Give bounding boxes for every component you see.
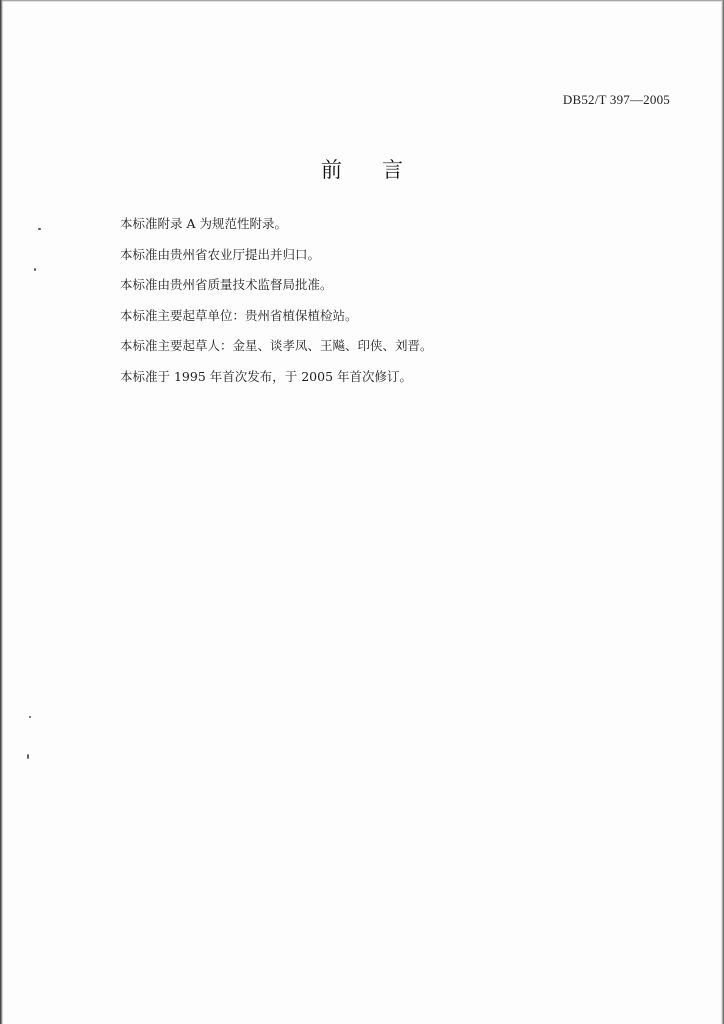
paragraph-proposer: 本标准由贵州省农业厅提出并归口。 bbox=[120, 246, 321, 262]
paragraph-drafters: 本标准主要起草人：金星、谈孝凤、王飚、印侠、刘晋。 bbox=[120, 338, 433, 354]
paragraph-approver: 本标准由贵州省质量技术监督局批准。 bbox=[120, 277, 333, 293]
scan-edge-top bbox=[0, 0, 724, 2]
paragraph-history: 本标准于 1995 年首次发布，于 2005 年首次修订。 bbox=[120, 368, 413, 384]
page-title: 前言 bbox=[321, 158, 443, 182]
foreword-body bbox=[120, 216, 640, 400]
scan-speck bbox=[38, 228, 41, 230]
paragraph-appendix: 本标准附录 A 为规范性附录。 bbox=[120, 216, 287, 231]
paragraph-drafting-unit: 本标准主要起草单位：贵州省植保植检站。 bbox=[120, 307, 358, 323]
scan-speck bbox=[27, 754, 29, 759]
scan-speck bbox=[34, 268, 36, 271]
scan-speck bbox=[29, 716, 31, 718]
standard-code: DB52/T 397—2005 bbox=[562, 92, 670, 107]
